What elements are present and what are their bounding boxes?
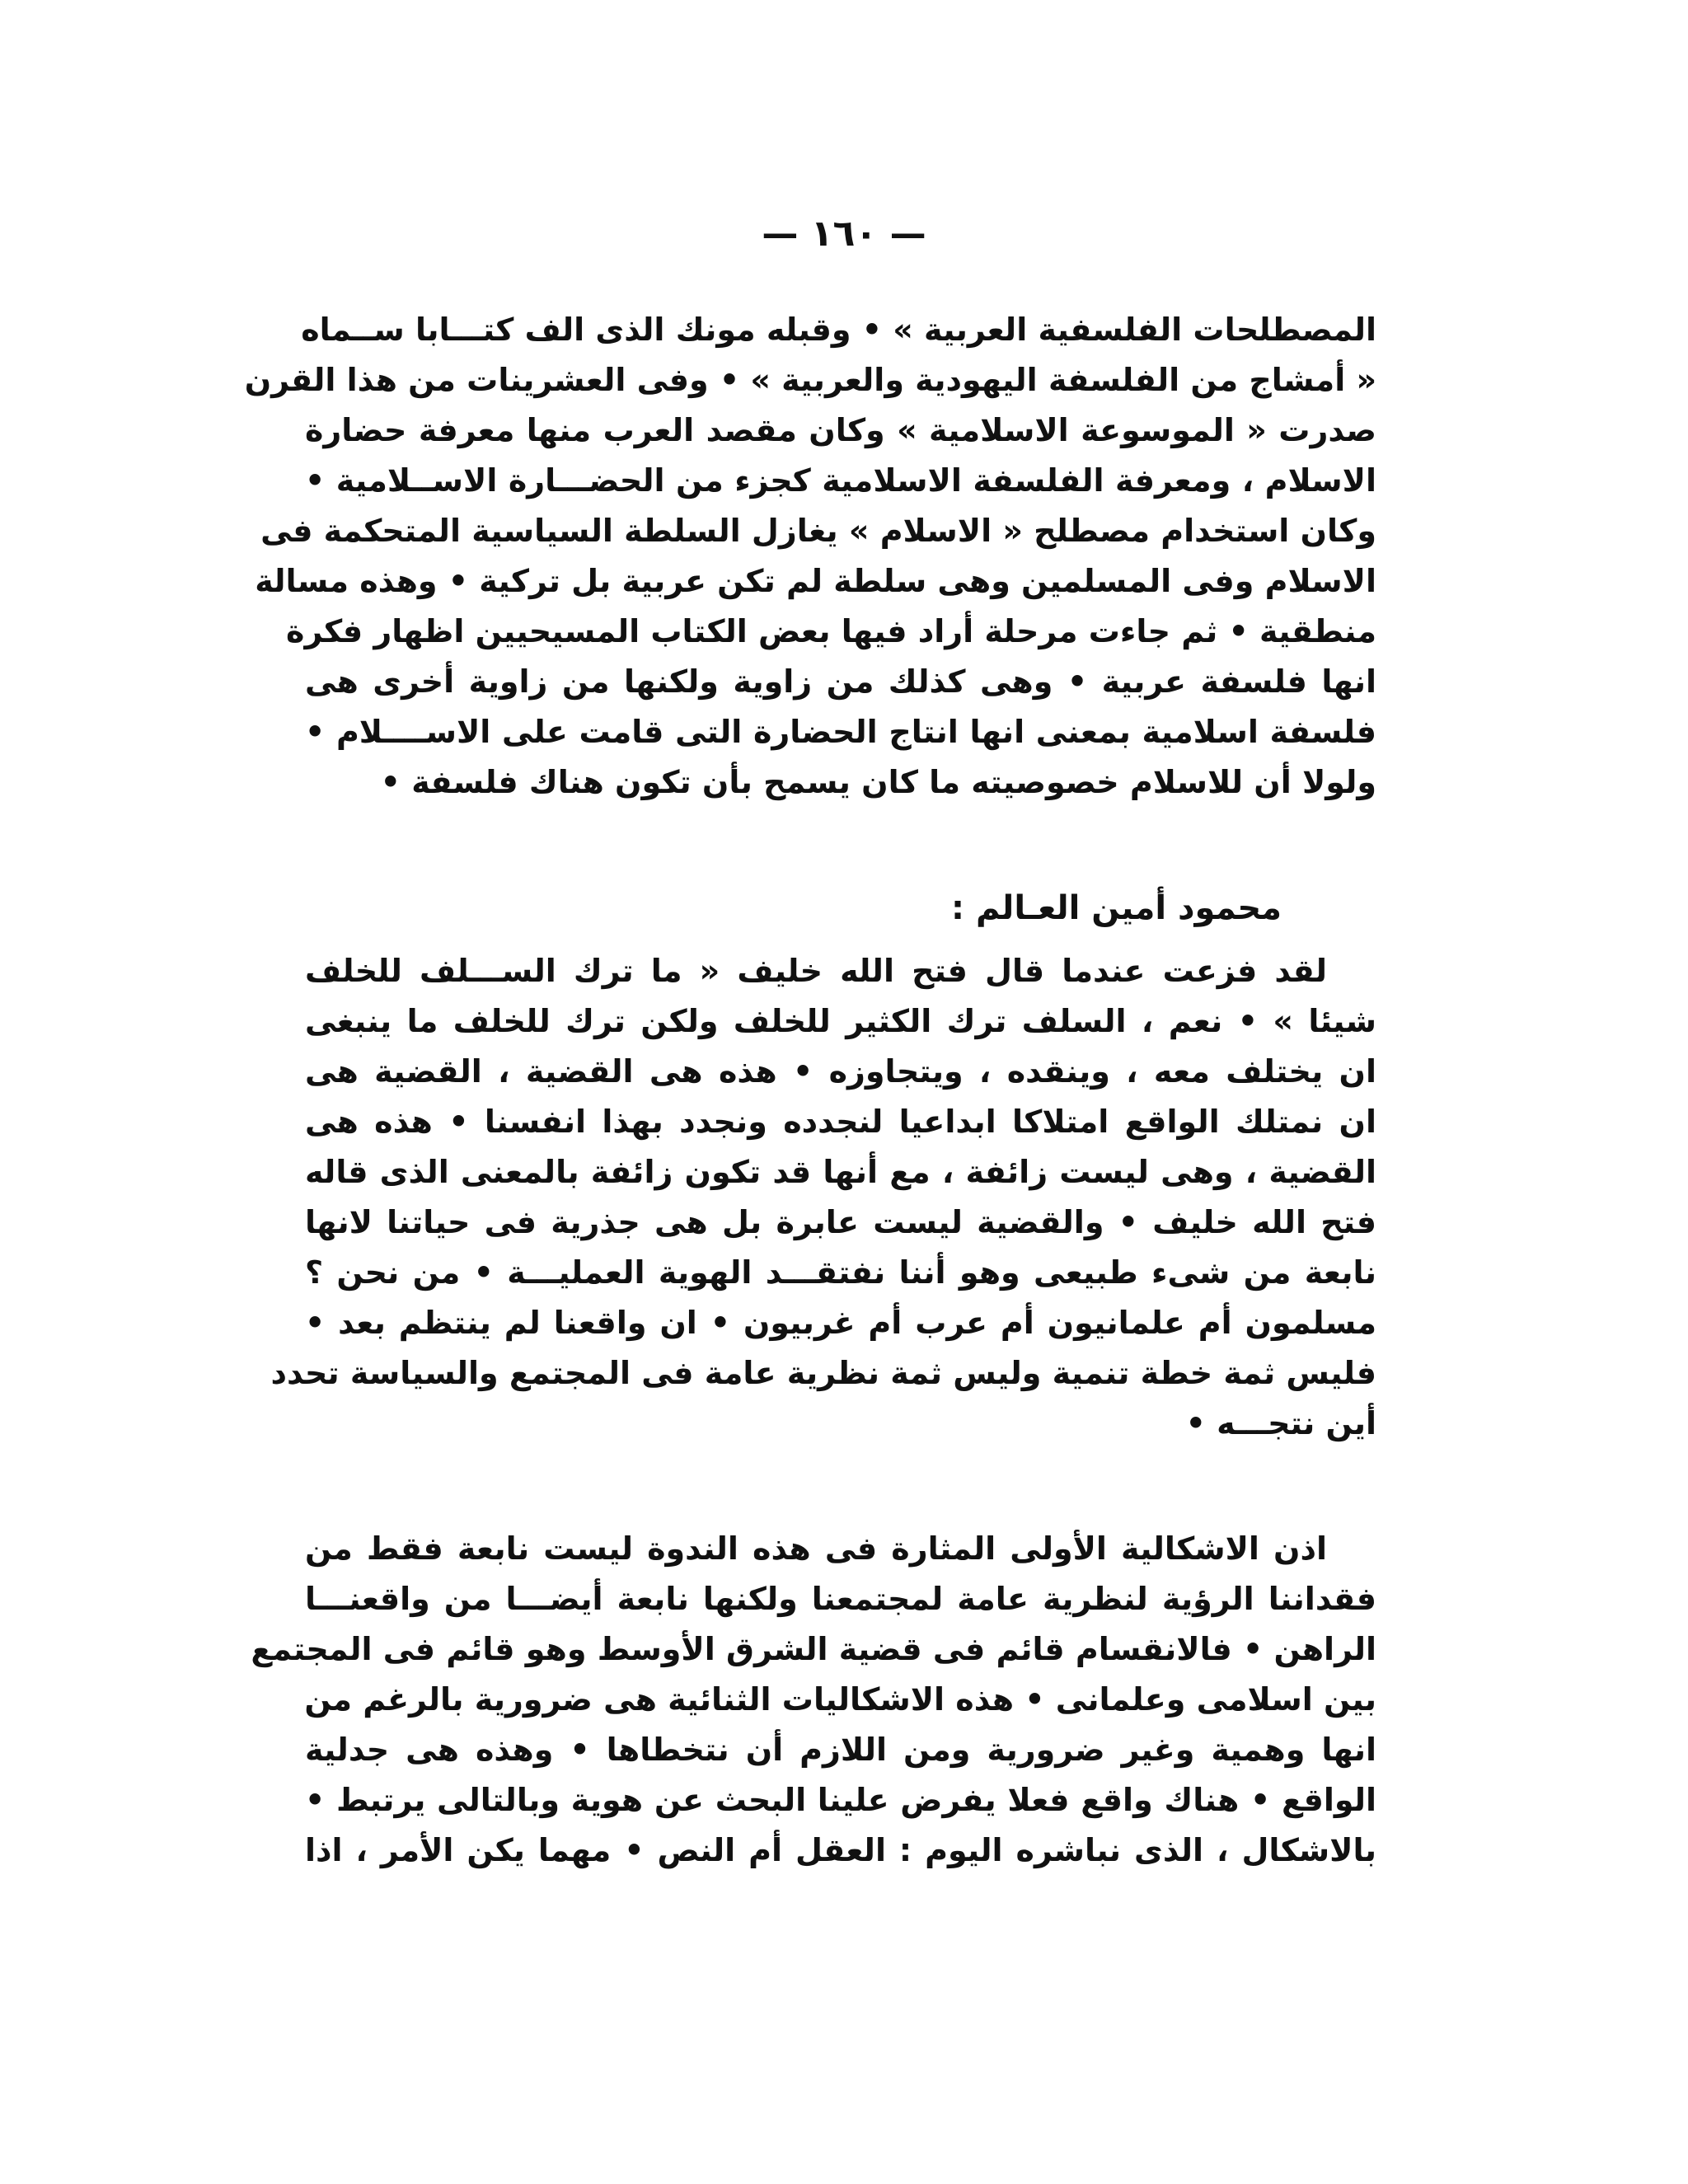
paragraph-line: انها فلسفة عربية • وهى كذلك من زاوية ولكنها من زاوية أخرى هى [305, 663, 1376, 700]
paragraph-line: فليس ثمة خطة تنمية وليس ثمة نظرية عامة فى المجتمع والسياسة تحدد [270, 1355, 1376, 1391]
paragraph-line: ان نمتلك الواقع امتلاكا ابداعيا لنجدده ونجدد بهذا انفسنا • هذه هى [305, 1104, 1376, 1140]
paragraph-line: فقداننا الرؤية لنظرية عامة لمجتمعنا ولكنها نابعة أيضـــا من واقعنـــا [305, 1581, 1376, 1617]
paragraph-line: « أمشاج من الفلسفة اليهودية والعربية » • وفى العشرينات من هذا القرن [244, 362, 1376, 398]
paragraph-line: أين نتجـــه • [1185, 1405, 1376, 1441]
paragraph-3 [251, 1524, 1376, 1876]
paragraph-line: القضية ، وهى ليست زائفة ، مع أنها قد تكون زائفة بالمعنى الذى قاله [305, 1154, 1376, 1190]
paragraph-line: وكان استخدام مصطلح « الاسلام » يغازل السلطة السياسية المتحكمة فى [260, 513, 1376, 549]
paragraph-line: الواقع • هناك واقع فعلا يفرض علينا البحث عن هوية وبالتالى يرتبط • [305, 1782, 1376, 1818]
paragraph-2 [270, 946, 1376, 1449]
paragraph-line: ولولا أن للاسلام خصوصيته ما كان يسمح بأن تكون هناك فلسفة • [380, 764, 1376, 800]
paragraph-line: الاسلام وفى المسلمين وهى سلطة لم تكن عربية بل تركية • وهذه مسالة [255, 563, 1376, 599]
paragraph-line: بالاشكال ، الذى نباشره اليوم : العقل أم النص • مهما يكن الأمر ، اذا [305, 1832, 1376, 1868]
paragraph-line: شيئا » • نعم ، السلف ترك الكثير للخلف ولكن ترك للخلف ما ينبغى [305, 1003, 1376, 1039]
paragraph-line: مسلمون أم علمانيون أم عرب أم غربيون • ان واقعنا لم ينتظم بعد • [305, 1305, 1376, 1341]
paragraph-line: نابعة من شىء طبيعى وهو أننا نفتقـــد الهوية العمليـــة • من نحن ؟ [305, 1254, 1376, 1291]
paragraph-line: الاسلام ، ومعرفة الفلسفة الاسلامية كجزء من الحضـــارة الاســلامية • [305, 462, 1376, 499]
paragraph-line: فلسفة اسلامية بمعنى انها انتاج الحضارة التى قامت على الاســــلام • [305, 714, 1376, 750]
paragraph-1 [244, 305, 1376, 808]
paragraph-line: ان يختلف معه ، وينقده ، ويتجاوزه • هذه هى القضية ، القضية هى [305, 1053, 1376, 1090]
paragraph-line: اذن الاشكالية الأولى المثارة فى هذه الندوة ليست نابعة فقط من [305, 1530, 1327, 1567]
paragraph-line: انها وهمية وغير ضرورية ومن اللازم أن نتخطاها • وهذه هى جدلية [305, 1732, 1376, 1768]
page-number: — ١٦٠ — [762, 213, 926, 255]
paragraph-line: الراهن • فالانقسام قائم فى قضية الشرق الأوسط وهو قائم فى المجتمع [251, 1631, 1376, 1667]
paragraph-line: المصطلحات الفلسفية العربية » • وقبله مونك الذى الف كتـــابا ســماه [301, 312, 1376, 348]
paragraph-line: صدرت « الموسوعة الاسلامية » وكان مقصد العرب منها معرفة حضارة [305, 412, 1376, 448]
paragraph-line: بين اسلامى وعلمانى • هذه الاشكاليات الثنائية هى ضرورية بالرغم من [304, 1681, 1376, 1718]
speaker-heading: محمود أمين العـالم : [951, 889, 1282, 927]
paragraph-line: منطقية • ثم جاءت مرحلة أراد فيها بعض الكتاب المسيحيين اظهار فكرة [286, 613, 1376, 649]
paragraph-line: لقد فزعت عندما قال فتح الله خليف « ما ترك الســـلف للخلف [305, 953, 1327, 989]
paragraph-line: فتح الله خليف • والقضية ليست عابرة بل هى جذرية فى حياتنا لانها [305, 1204, 1376, 1240]
